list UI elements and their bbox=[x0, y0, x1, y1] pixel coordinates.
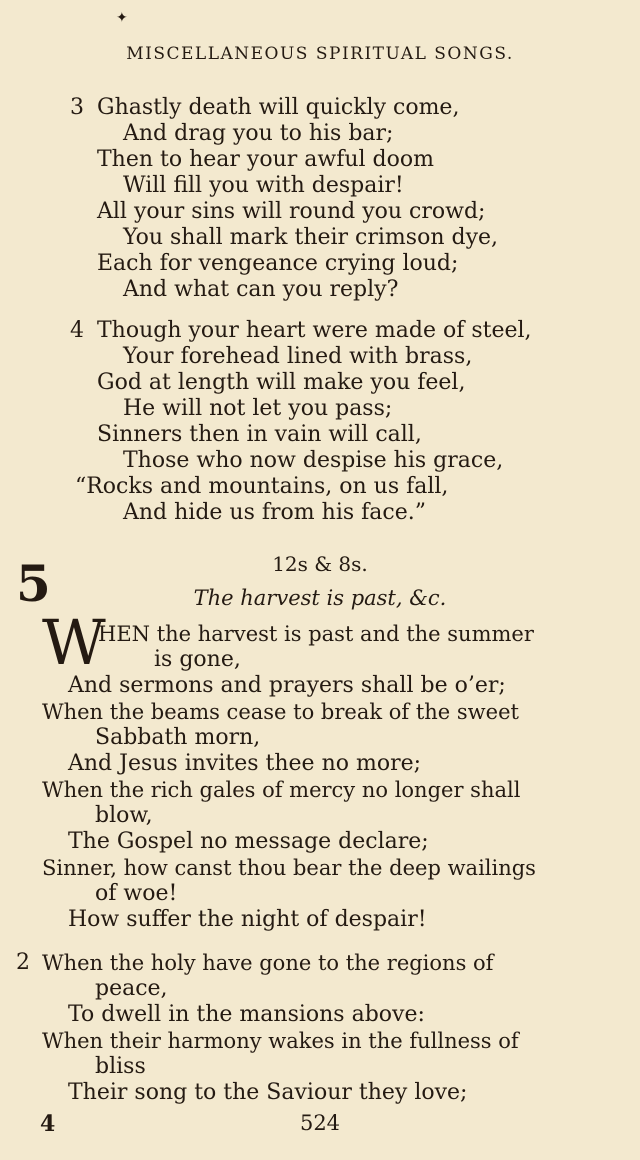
verse-line: And drag you to his bar; bbox=[123, 121, 394, 146]
verse-line: Though your heart were made of steel, bbox=[97, 318, 532, 343]
verse-line: bliss bbox=[95, 1054, 146, 1079]
verse-line: HEN the harvest is past and the summer bbox=[98, 622, 534, 646]
verse-line: blow, bbox=[95, 803, 153, 828]
verse-line: Each for vengeance crying loud; bbox=[97, 251, 459, 276]
drop-cap: W bbox=[42, 606, 106, 679]
verse-line: “Rocks and mountains, on us fall, bbox=[75, 474, 449, 499]
verse-line: Their song to the Saviour they love; bbox=[68, 1080, 468, 1105]
verse-line: is gone, bbox=[154, 647, 241, 672]
verse-line: When the beams cease to break of the sweet bbox=[42, 700, 519, 724]
hymn-meter: 12s & 8s. bbox=[272, 552, 368, 576]
verse-line: Will fill you with despair! bbox=[123, 173, 404, 198]
verse-number: 2 bbox=[16, 950, 30, 975]
hymn-title: The harvest is past, &c. bbox=[193, 586, 447, 610]
verse-line: peace, bbox=[95, 976, 168, 1001]
verse-line: God at length will make you feel, bbox=[97, 370, 466, 395]
verse-line: And hide us from his face.” bbox=[123, 500, 426, 525]
verse-line: He will not let you pass; bbox=[123, 396, 393, 421]
verse-line: Your forehead lined with brass, bbox=[123, 344, 473, 369]
verse-line: And sermons and prayers shall be o’er; bbox=[68, 673, 506, 698]
verse-line: When the rich gales of mercy no longer shall bbox=[42, 778, 521, 802]
verse-line: How suffer the night of despair! bbox=[68, 907, 427, 932]
running-header: MISCELLANEOUS SPIRITUAL SONGS. bbox=[126, 44, 514, 64]
verse-number: 3 bbox=[70, 95, 84, 120]
verse-line: You shall mark their crimson dye, bbox=[123, 225, 499, 250]
verse-number: 4 bbox=[70, 318, 84, 343]
verse-line: To dwell in the mansions above: bbox=[68, 1002, 425, 1027]
verse-line: Sinner, how canst thou bear the deep wailings bbox=[42, 856, 536, 880]
verse-line: When the holy have gone to the regions of bbox=[42, 951, 494, 975]
hymn-number: 5 bbox=[16, 554, 51, 613]
verse-line: Ghastly death will quickly come, bbox=[97, 95, 460, 120]
verse-line: And Jesus invites thee no more; bbox=[68, 751, 422, 776]
verse-line: Sabbath morn, bbox=[95, 725, 261, 750]
page-number: 524 bbox=[299, 1111, 341, 1135]
printer-mark: ✦ bbox=[116, 10, 128, 26]
verse-line: Sinners then in vain will call, bbox=[97, 422, 422, 447]
signature-mark: 4 bbox=[40, 1111, 56, 1137]
verse-line: Then to hear your awful doom bbox=[97, 147, 434, 172]
verse-line: Those who now despise his grace, bbox=[123, 448, 504, 473]
verse-line: And what can you reply? bbox=[123, 277, 399, 302]
verse-line: All your sins will round you crowd; bbox=[97, 199, 486, 224]
verse-line: When their harmony wakes in the fullness of bbox=[42, 1029, 519, 1053]
verse-line: The Gospel no message declare; bbox=[68, 829, 429, 854]
verse-line: of woe! bbox=[95, 881, 178, 906]
